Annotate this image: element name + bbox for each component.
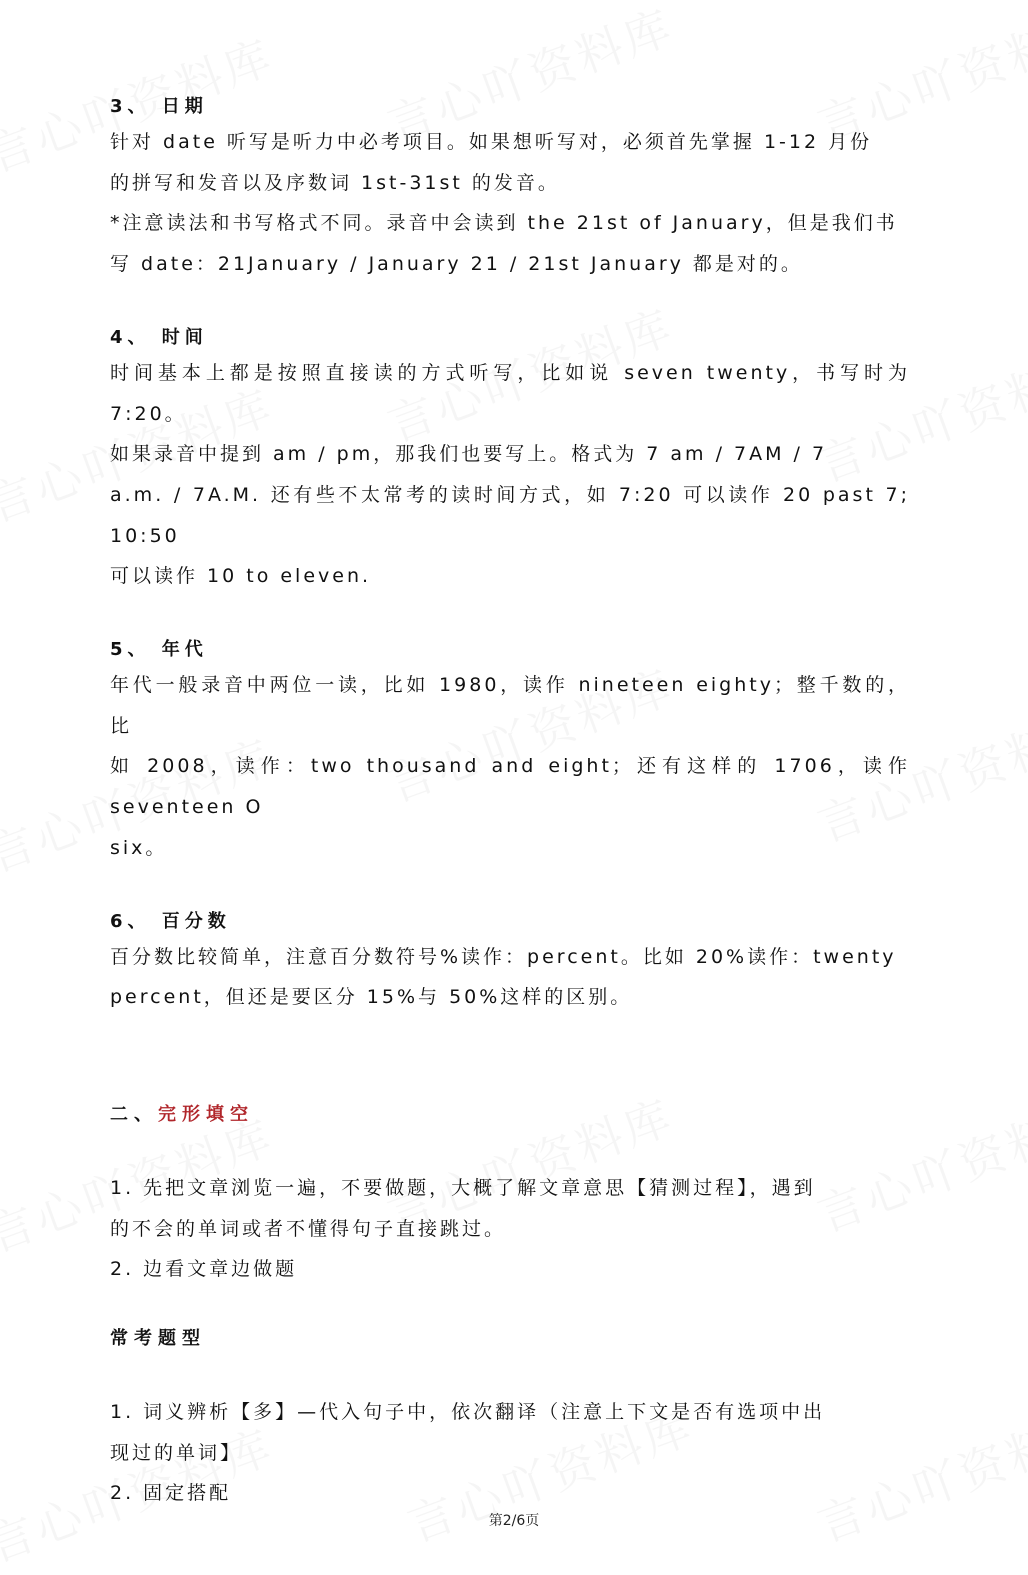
cloze-step-line: 2. 边看文章边做题 [110, 1258, 298, 1281]
section-heading-date: 3、 日期 [110, 96, 208, 117]
question-type-line: 现过的单词】 [110, 1441, 243, 1464]
question-type-line: 1. 词义辨析【多】—代入句子中，依次翻译（注意上下文是否有选项中出 [110, 1401, 826, 1424]
date-line: 的拼写和发音以及序数词 1st-31st 的发音。 [110, 171, 560, 194]
time-line: 可以读作 10 to eleven. [110, 565, 372, 588]
cloze-heading-number: 二、 [110, 1103, 158, 1125]
time-line: 时间基本上都是按照直接读的方式听写，比如说 seven twenty，书写时为 7:20。 [110, 361, 910, 425]
question-types-heading: 常考题型 [110, 1328, 206, 1350]
time-line: 如果录音中提到 am / pm，那我们也要写上。格式为 7 am / 7AM / 7 [110, 443, 828, 466]
percent-line: 百分数比较简单，注意百分数符号%读作：percent。比如 20%读作：twenty [110, 945, 897, 968]
document-body [110, 92, 910, 1514]
date-line: *注意读法和书写格式不同。录音中会读到 the 21st of January，但是我们书 [110, 212, 898, 235]
year-line: 如 2008，读作：two thousand and eight；还有这样的 1706，读作 seventeen O [110, 755, 910, 819]
question-type-line: 2. 固定搭配 [110, 1482, 232, 1505]
section-heading-time: 4、 时间 [110, 326, 208, 348]
cloze-heading-title: 完形填空 [158, 1103, 254, 1125]
date-line: 针对 date 听写是听力中必考项目。如果想听写对，必须首先掌握 1-12 月份 [110, 131, 873, 153]
cloze-step-line: 的不会的单词或者不懂得句子直接跳过。 [110, 1217, 507, 1240]
percent-line: percent，但还是要区分 15%与 50%这样的区别。 [110, 986, 633, 1009]
year-line: 年代一般录音中两位一读，比如 1980，读作 nineteen eighty；整千数的，比 [110, 674, 910, 737]
cloze-heading [110, 1100, 910, 1130]
year-line: six。 [110, 836, 168, 859]
cloze-step-line: 1. 先把文章浏览一遍，不要做题，大概了解文章意思【猜测过程】，遇到 [110, 1176, 816, 1199]
section-heading-percent: 6、 百分数 [110, 910, 231, 932]
page-number: 第2/6页 [488, 1513, 540, 1529]
time-line: a.m. / 7A.M. 还有些不太常考的读时间方式，如 7:20 可以读作 20 past 7; 10:50 [110, 483, 910, 547]
date-line: 写 date：21January / January 21 / 21st January 都是对的。 [110, 253, 803, 276]
section-heading-year: 5、 年代 [110, 639, 208, 661]
